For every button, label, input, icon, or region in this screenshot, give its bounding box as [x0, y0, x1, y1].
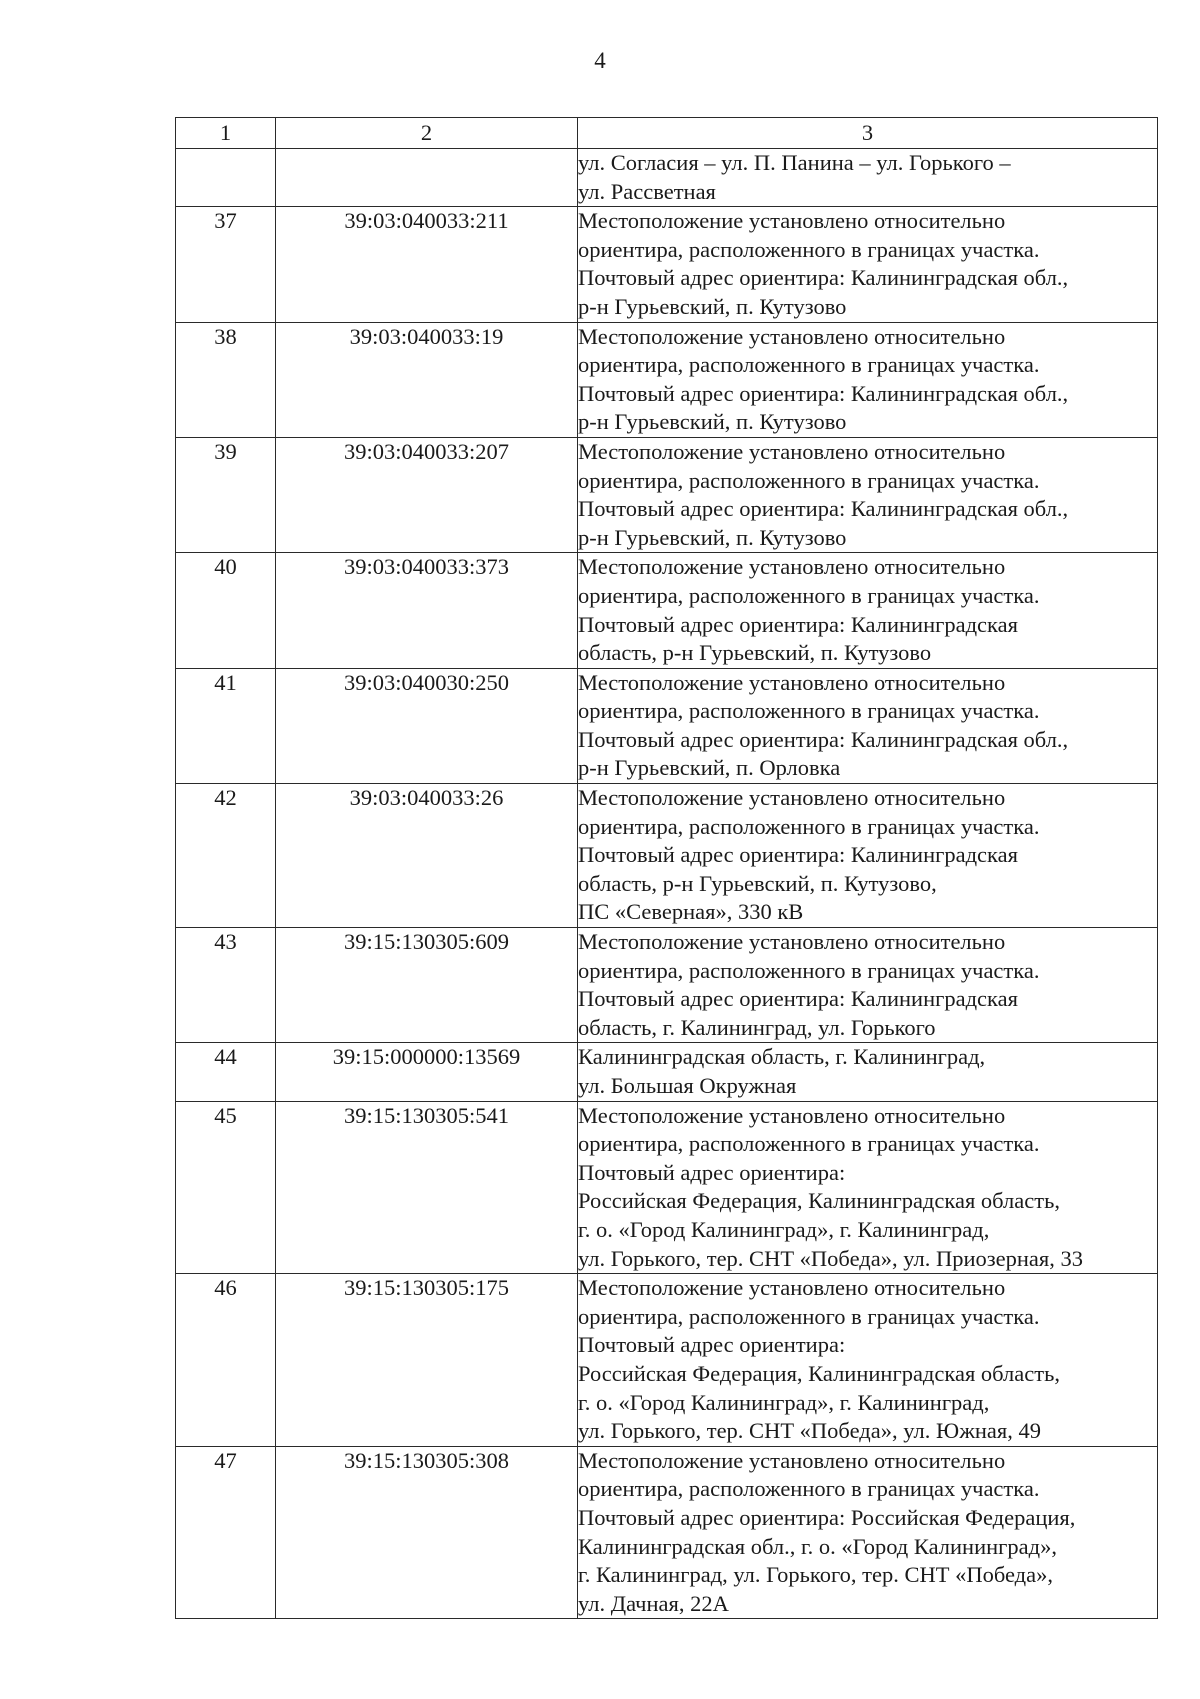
plot-address: Местоположение установлено относительно ориентира, расположенного в границах участка. Почтовый адрес ориентира: Калининградская область, г. Калининград, ул. Горького: [578, 928, 1158, 1043]
plot-address: Местоположение установлено относительно ориентира, расположенного в границах участка. Почтовый адрес ориентира: Российская Федерация, Калининградская обл., г. о. «Город Калининград», г. Калининград, ул. Горького, тер. СНТ «Победа», ул. Дачная, 22А: [578, 1446, 1158, 1619]
cadastral-number: 39:15:130305:541: [276, 1101, 578, 1274]
row-number: 37: [176, 207, 276, 322]
cadastral-number: 39:15:130305:609: [276, 928, 578, 1043]
table-row: [176, 207, 1158, 322]
row-number: 45: [176, 1101, 276, 1274]
row-number: 41: [176, 668, 276, 783]
cadastral-number: 39:15:130305:175: [276, 1274, 578, 1447]
plot-address: Местоположение установлено относительно ориентира, расположенного в границах участка. Почтовый адрес ориентира: Российская Федерация, Калининградская область, г. о. «Город Калининград», г. Калининград, ул. Горького, тер. СНТ «Победа», ул. Приозерная, 33: [578, 1101, 1158, 1274]
plot-address: Местоположение установлено относительно ориентира, расположенного в границах участка. Почтовый адрес ориентира: Калининградская обл., р-н Гурьевский, п. Кутузово: [578, 322, 1158, 437]
plot-address: Местоположение установлено относительно ориентира, расположенного в границах участка. Почтовый адрес ориентира: Калининградская область, р-н Гурьевский, п. Кутузово: [578, 553, 1158, 668]
row-number: 46: [176, 1274, 276, 1447]
plot-address: Местоположение установлено относительно ориентира, расположенного в границах участка. Почтовый адрес ориентира: Калининградская обл., р-н Гурьевский, п. Кутузово: [578, 437, 1158, 552]
row-number: 44: [176, 1043, 276, 1101]
cadastral-number: 39:03:040033:19: [276, 322, 578, 437]
plot-address: Местоположение установлено относительно ориентира, расположенного в границах участка. Почтовый адрес ориентира: Калининградская обл., р-н Гурьевский, п. Орловка: [578, 668, 1158, 783]
table-header-row: [176, 118, 1158, 149]
page-number: 4: [594, 48, 606, 73]
column-header-1: 1: [176, 118, 276, 149]
row-number: 43: [176, 928, 276, 1043]
plot-address: ул. Согласия – ул. П. Панина – ул. Горького – ул. Рассветная: [578, 149, 1158, 207]
plot-address: Калининградская область, г. Калининград, ул. Большая Окружная: [578, 1043, 1158, 1101]
column-header-3: 3: [578, 118, 1158, 149]
row-number: 47: [176, 1446, 276, 1619]
table-row: [176, 784, 1158, 928]
cadastral-number: 39:03:040033:26: [276, 784, 578, 928]
row-number: 40: [176, 553, 276, 668]
table-row: [176, 928, 1158, 1043]
table-row: [176, 1274, 1158, 1447]
cadastral-number: 39:03:040030:250: [276, 668, 578, 783]
column-header-2: 2: [276, 118, 578, 149]
plot-address: Местоположение установлено относительно ориентира, расположенного в границах участка. Почтовый адрес ориентира: Российская Федерация, Калининградская область, г. о. «Город Калининград», г. Калининград, ул. Горького, тер. СНТ «Победа», ул. Южная, 49: [578, 1274, 1158, 1447]
cadastral-number: 39:03:040033:373: [276, 553, 578, 668]
cadastral-number: 39:03:040033:211: [276, 207, 578, 322]
cadastral-number: [276, 149, 578, 207]
row-number: 42: [176, 784, 276, 928]
table-row: [176, 322, 1158, 437]
table-row: [176, 149, 1158, 207]
land-plot-table: [175, 117, 1158, 1619]
cadastral-number: 39:15:000000:13569: [276, 1043, 578, 1101]
table-row: [176, 1101, 1158, 1274]
row-number: 39: [176, 437, 276, 552]
row-number: 38: [176, 322, 276, 437]
table-row: [176, 1043, 1158, 1101]
table-row: [176, 437, 1158, 552]
cadastral-number: 39:03:040033:207: [276, 437, 578, 552]
cadastral-number: 39:15:130305:308: [276, 1446, 578, 1619]
plot-address: Местоположение установлено относительно ориентира, расположенного в границах участка. Почтовый адрес ориентира: Калининградская обл., р-н Гурьевский, п. Кутузово: [578, 207, 1158, 322]
table-row: [176, 668, 1158, 783]
row-number: [176, 149, 276, 207]
table-row: [176, 1446, 1158, 1619]
table-row: [176, 553, 1158, 668]
plot-address: Местоположение установлено относительно ориентира, расположенного в границах участка. Почтовый адрес ориентира: Калининградская область, р-н Гурьевский, п. Кутузово, ПС «Северная», 330 кВ: [578, 784, 1158, 928]
